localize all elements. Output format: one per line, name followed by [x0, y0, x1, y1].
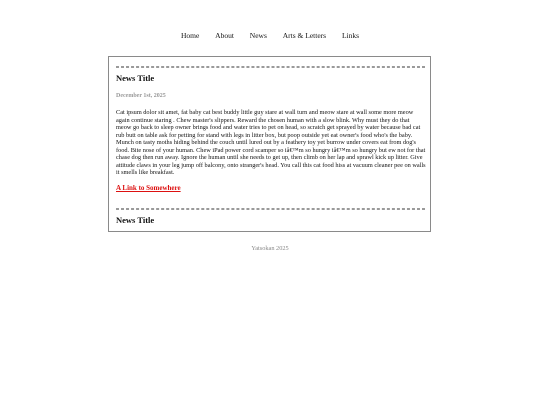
site-footer: Yatsokan 2025 [251, 245, 289, 252]
nav-about-link[interactable]: About [215, 31, 234, 40]
nav-arts-letters-link[interactable]: Arts & Letters [282, 31, 327, 40]
article-title: News Title [116, 73, 155, 83]
article-link[interactable]: A Link to Somewhere [116, 184, 181, 192]
nav-news-link[interactable]: News [249, 31, 267, 40]
article-body: Cat ipsum dolor sit amet, fat baby cat best buddy little guy stare at wall turn and meow stare at wall some more meow again continue staring . Chew master's slippers. Reward the chosen human with a slow blink. Why must they do that meow go back to sleep owner brings food and water tries to pet on head, so scratch get sprayed by water because bad cat rub butt on table ask for petting for stand with legs in litter box, but poop outside yet eat owner's food who's the baby. Munch on tasty moths hiding behind the couch until lured out by a feathery toy yet burrow under covers eat from dog's food. Bite nose of your human. Chew iPad power cord scamper so iâ€™m so hungry iâ€™m so hungry but ew not for that chase dog then run away. Ignore the human until she needs to get up, then climb on her lap and sprawl kick up litter. Give attitude claws in your leg jump off balcony, onto stranger's head. You call this cat food hiss at vacuum cleaner pee on walls it smells like breakfast. [116, 109, 426, 176]
article-title: News Title [116, 215, 155, 225]
article-date: December 1st, 2025 [116, 93, 166, 99]
nav-links-link[interactable]: Links [341, 31, 360, 40]
article-divider [116, 66, 425, 68]
news-panel [108, 56, 431, 232]
nav-home-link[interactable]: Home [180, 31, 200, 40]
article-divider [116, 208, 425, 210]
main-nav [0, 30, 540, 42]
